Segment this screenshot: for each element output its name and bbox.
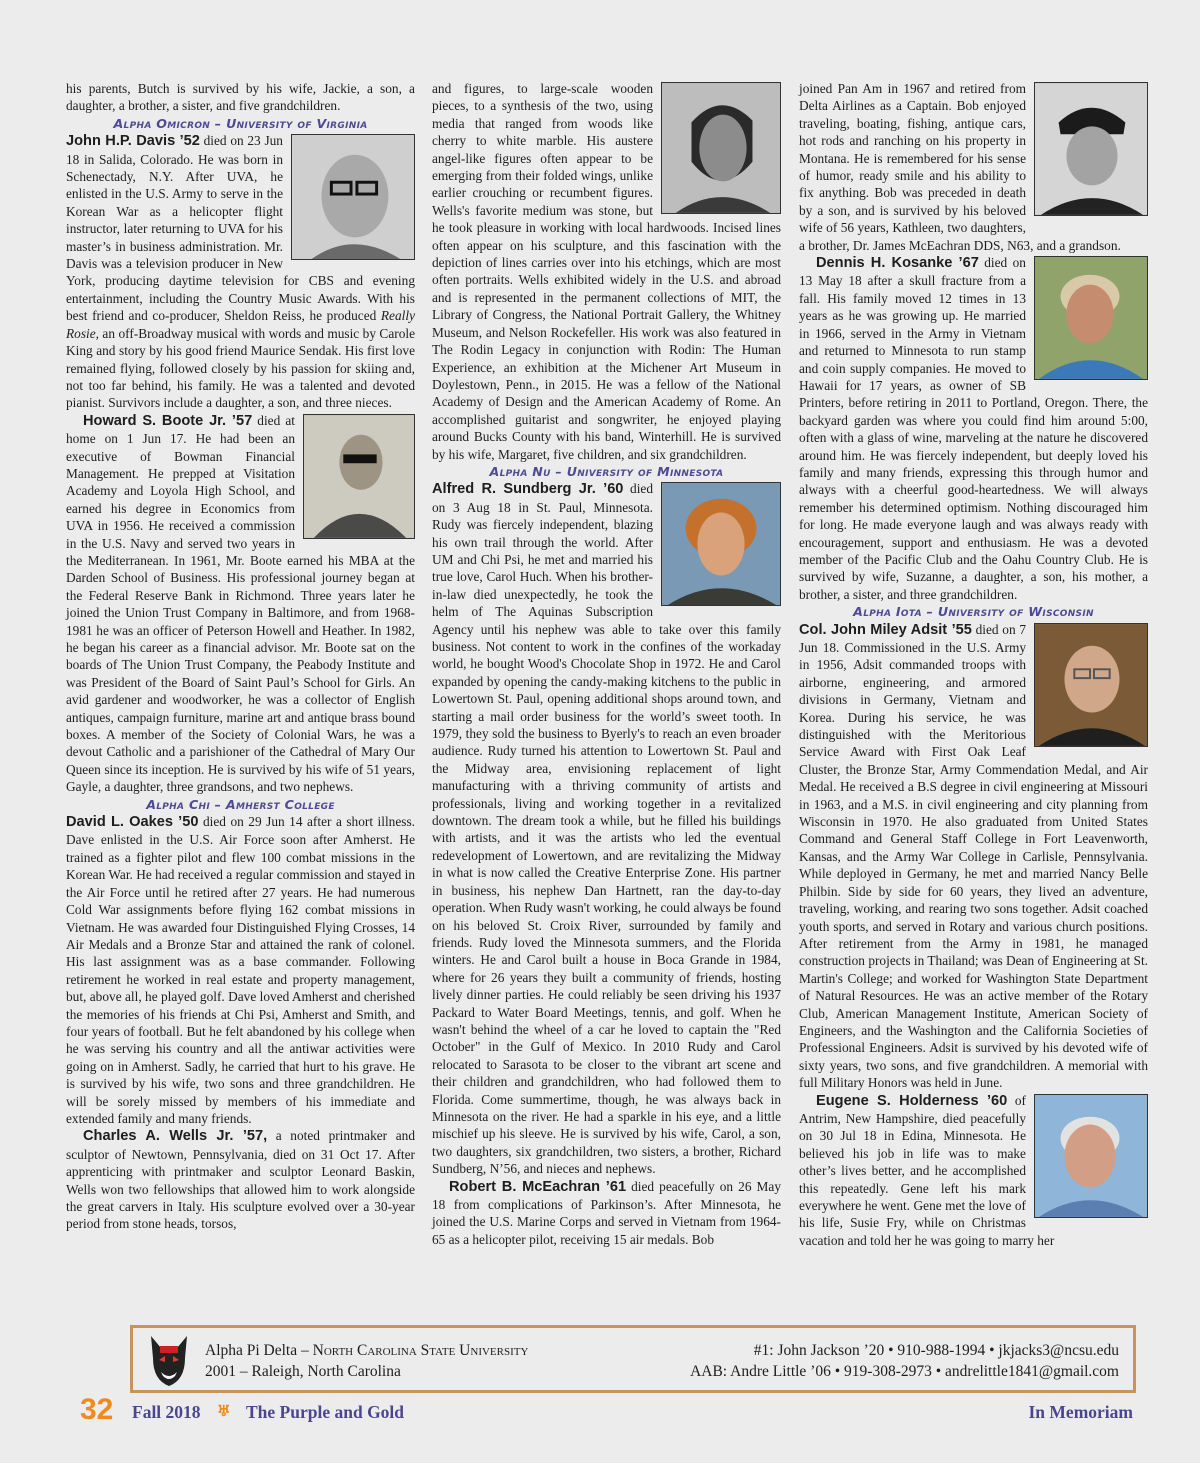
- obituary-holderness: [799, 1092, 1148, 1250]
- person-name: Charles A. Wells Jr. ’57,: [83, 1128, 268, 1145]
- obituary-text: died on 29 Jun 14 after a short illness. Dave enlisted in the U.S. Air Force soon after Amherst. He trained as a fighter pilot and flew 100 combat missions in the Korean War. He had received a regular commission and stayed in the Air Force until he retired after 27 years. He had numerous Cold War assignments before flying 162 combat missions in Vietnam. He was awarded four Distinguished Flying Crosses, 14 Air Medals and a Bronze Star and attained the rank of colonel. His last assignment was as a base commander. Following retirement he worked in real estate and property management, but, above all, he played golf. Dave loved Amherst and cherished the memories of his friends at Chi Psi, Amherst and Smith, and four years of football. But he felt abandoned by his college when he was serving his country and all the antiwar activities were going on in Amherst. Sadly, he carried that hurt to his grave. He is survived by his wife, two sons and three grandchildren. He will be sorely missed by members of his immediate and extended family and many friends.: [66, 814, 415, 1126]
- chapter-heading: Alpha Iota – University of Wisconsin: [853, 604, 1094, 620]
- portrait-photo: [303, 414, 415, 539]
- obituary-sundberg: [432, 480, 781, 1177]
- portrait-photo: [1034, 82, 1148, 216]
- section-title: In Memoriam: [1028, 1402, 1133, 1422]
- obituary-text: an off-Broadway musical with words and music by Carole King and story by his good friend Maurice Sendak. His first love remained flying, followed closely by his passion for skiing and, not too far behind, his family. He was a talented and devoted pianist. Survivors include a daughter, a son, and three nieces.: [66, 325, 415, 411]
- chapter-info-box: [130, 1325, 1136, 1393]
- obituary-kosanke: [799, 254, 1148, 603]
- portrait-photo: [1034, 1094, 1148, 1218]
- contact-line: AAB: Andre Little ’06 • 919-308-2973 • andrelittle1841@gmail.com: [690, 1363, 1119, 1380]
- obituary-oakes: [66, 813, 415, 1127]
- obituary-boote: [66, 412, 415, 796]
- obituary-text: died on 7 Jun 18. Commissioned in the U.S. Army in 1956, Adsit commanded troops with airborne, engineering, and armored divisions in Germany, Vietnam and Korea. During his service, he was distinguished with the Meritorious Service Award with First Oak Leaf Cluster, the Bronze Star, Army Commendation Medal, and Air Medal. He received a B.S degree in civil engineering at Missouri in 1963, and a M.S. in civil engineering and city planning from Wisconsin in 1970. He also graduated from United States Command and General Staff College in Fort Leavenworth, Kansas, and the Army War College in Carlisle, Pennsylvania. While deployed in Germany, he met and married Nancy Belle Philbin. Side by side for 60 years, they lived an adventure, traveling, working, and rearing two sons together. Adsit coached youth sports, and served in Rotary and various church positions. After retirement from the Army in 1981, he managed construction projects in Thailand; was Dean of Engineering at St. Martin's College; and worked for Washington State Department of Natural Resources. He was an active member of the Rotary Club, American Management Institute, American Society of Engineers, and the Washington and the California Societies of Professional Engineers. Adsit is survived by his devoted wife of sixty years, two sons, and five grandchildren. A memorial with full Military Honors was held in June.: [799, 621, 1148, 1091]
- obituary-davis: [66, 132, 415, 412]
- portrait-photo: [661, 82, 781, 214]
- magazine-title: The Purple and Gold: [246, 1402, 405, 1422]
- chapter-contacts: [690, 1340, 1119, 1382]
- obituary-text: and figures, to large-scale wooden pieces, to a synthesis of the two, using media that ranged from woods like cherry to white marble. His austere angel-like figures often appear to be emerging from their folded wings, unlike earlier crouching or recumbent figures. Wells's favorite medium was stone, but he took pleasure in working with local hardwoods. Incised lines often appear on his sculpture, and this fascination with the depiction of lines carries over into his etchings, which are most often portraits. Wells exhibited widely in the U.S. and abroad and is represented in the permanent collections of MIT, the Library of Congress, the National Portrait Gallery, the Whitney Museum, and Nelson Rockefeller. His work was also featured in The Rodin Legacy in conjunction with Rodin: The Human Experience, an exhibition at the Michener Art Museum in Doylestown, Penn., in 2015. He was a fellow of the National Academy of Design and the American Academy of Rome. An accomplished guitarist and songwriter, he enjoyed playing around Bucks County with his band, Winterhill. He is survived by his wife, Margaret, five children, and six grandchildren.: [432, 81, 781, 462]
- chapter-heading: Alpha Nu – University of Minnesota: [489, 463, 724, 479]
- obituary-text: died on 3 Aug 18 in St. Paul, Minnesota. Rudy was fiercely independent, blazing his own trail through the world. After UM and Chi Psi, he met and married his true love, Carol Huch. When his brother-in-law died unexpectedly, he took the helm of The Aquinas Subscription Agency until his nephew was able to take over this family business. Not content to work in the confines of the workaday world, he bought Wood's Chocolate Shop in 1972. He and Carol expanded by opening the candy-making kitchens to the public in Lowertown St. Paul, opening additional shops around town, and starting a mail order business for the world’s sweet tooth. In 1979, they sold the business to Byerly's to reach an even broader audience. Rudy turned his attention to Lowertown St. Paul and the Midway area, envisioning replacement of light manufacturing with a thriving community of artists and professionals, living and working together in a revitalized downtown. The dream took a while, but he filled his buildings with artists, and it was the artists who led the eventual redevelopment of Lowertown, and are revitalizing the Midway in what is now called the Creative Enterprise Zone. His partner in business, his nephew Dan Hartnett, ran the day-to-day operation. When Rudy wasn't working, he could always be found on his beloved St. Croix River, surrounded by family and friends. Rudy loved the Minnesota summers, and the Florida winters. He and Carol built a house in Boca Grande in 1984, where for 26 years they built a community of friends, hosting lively dinner parties. He could reliably be seen driving his 1937 Packard to Water Board Meetings, tennis, and golf. When he wasn't behind the wheel of a car he loved to captain the "Red October" in the Gulf of Mexico. In 2010 Rudy and Carol relocated to Sarasota to be closer to the vibrant art scene and their children and grandchildren, who had followed them to Florida. Come summertime, though, he was always back in Minnesota on the river. He had a sparkle in his eye, and a little mischief up his sleeve. He is survived by his wife, Carol, a son, two daughters, six grandchildren, two sisters, a brother, Richard Sundberg, N’56, and nieces and nephews.: [432, 481, 781, 1177]
- person-name: Alfred R. Sundberg Jr. ’60: [432, 481, 624, 498]
- obituary-text: died peacefully on 26 May 18 from complications of Parkinson’s. After Minnesota, he joined the U.S. Marine Corps and served in Vietnam from 1964-65 as a helicopter pilot, receiving 15 air medals. Bob: [432, 1178, 781, 1247]
- chapter-heading: Alpha Omicron – University of Virginia: [113, 115, 368, 131]
- portrait-photo: [291, 134, 415, 260]
- show-title: Really Rosie,: [66, 308, 415, 341]
- obituary-mceachran-continued: [799, 80, 1148, 254]
- obituary-text: his parents, Butch is survived by his wife, Jackie, a son, a daughter, a brother, a sister, and five grandchildren.: [66, 81, 415, 114]
- obituary-text: a noted printmaker and sculptor of Newtown, Pennsylvania, died on 31 Oct 17. After apprenticing with printmaker and sculptor Leonard Baskin, Wells won two fellowships that allowed him to work alongside the great carvers in Italy. His sculpture evolved over a 30-year period from stone heads, torsos,: [66, 1128, 415, 1232]
- portrait-photo: [661, 482, 781, 606]
- obituary-wells-continued: [432, 80, 781, 463]
- column-2: [432, 80, 781, 1248]
- obituary-mceachran: [432, 1178, 781, 1249]
- person-name: Eugene S. Holderness ’60: [816, 1092, 1008, 1109]
- portrait-photo: [1034, 623, 1148, 747]
- person-name: David L. Oakes ’50: [66, 814, 199, 831]
- obituary-adsit: [799, 621, 1148, 1092]
- portrait-photo: [1034, 256, 1148, 380]
- person-name: Robert B. McEachran ’61: [449, 1178, 627, 1195]
- person-name: Howard S. Boote Jr. ’57: [83, 412, 253, 429]
- person-name: Col. John Miley Adsit ’55: [799, 621, 972, 638]
- university-name: North Carolina State University: [312, 1342, 529, 1359]
- chapter-name-block: [205, 1340, 528, 1382]
- obituary-wells: [66, 1127, 415, 1232]
- crest-icon: ♅: [217, 1404, 231, 1420]
- person-name: John H.P. Davis ’52: [66, 133, 200, 150]
- person-name: Dennis H. Kosanke ’67: [816, 255, 979, 272]
- column-1: [66, 80, 415, 1233]
- page-number: 32: [80, 1393, 114, 1426]
- column-3: [799, 80, 1148, 1249]
- chapter-founded: 2001 – Raleigh, North Carolina: [205, 1363, 401, 1380]
- chapter-name: Alpha Pi Delta –: [205, 1342, 313, 1359]
- contact-line: #1: John Jackson ’20 • 910-988-1994 • jkjacks3@ncsu.edu: [753, 1342, 1119, 1359]
- wolf-mascot-logo: [145, 1332, 193, 1388]
- obituary-text: of Antrim, New Hampshire, died peacefully on 30 Jul 18 in Edina, Minnesota. He believed his job in life was to make other’s lives better, and he accomplished this repeatedly. Gene left his mark everywhere he went. Gene met the love of his life, Susie Fry, while on Christmas vacation and told her he was going to marry her: [799, 1092, 1055, 1248]
- obituary-text: died on 13 May 18 after a skull fracture from a fall. His family moved 12 times in 13 years as he was growing up. He married in 1966, served in the Army in Vietnam and returned to Minnesota to run stamp and coin supply companies. He moved to Hawaii for 17 years, as owner of SB Printers, before retiring in 2011 to Portland, Oregon. There, the backyard garden was where you could find him around 5:00, often with a glass of wine, marveling at the nature he discovered around him. He was fiercely independent, but deeply loved his family and many friends, expressing this through humor and always with a cheerful good-heartedness. We will always remember his determined optimism. Nothing discouraged him for long. He made everyone laugh and was always ready with encouragement, support and enthusiasm. He was a devoted member of the Pacific Club and the Oahu Country Club. He is survived by wife, Suzanne, a daughter, a son, his mother, a brother, a sister, and three grandchildren.: [799, 255, 1148, 602]
- issue-season: Fall 2018: [132, 1402, 201, 1422]
- chapter-heading: Alpha Chi – Amherst College: [146, 796, 335, 812]
- obituary-text: died at home on 1 Jun 17. He had been an executive of Bowman Financial Management. He prepped at Visitation Academy and Loyola High School, and earned his degree in Economics from UVA in 1956. He received a commission in the U.S. Navy and served two years in the Mediterranean. In 1961, Mr. Boote earned his MBA at the Darden School of Business. His professional journey began at the Federal Reserve Bank in Richmond. Three years later he joined the Union Trust Company in Baltimore, and from 1968-1981 he was an officer of Peterson Howell and Heather. In 1982, he began his career as a financial advisor. Mr. Boote sat on the boards of The Union Trust Company, the Peabody Institute and was President of the Board of Saint Paul’s School for Girls. An avid gardener and woodworker, he was a collector of English antiques, campaign furniture, marine art and antique brass bound boxes. A member of the Society of Colonial Wars, he was a devout Catholic and a parishioner of the Cathedral of Mary Our Queen since its inception. He is survived by his wife of 51 years, Gayle, a daughter, three grandsons, and two nephews.: [66, 412, 415, 795]
- obituary-text: died on 23 Jun 18 in Salida, Colorado. He was born in Schenectady, N.Y. After UVA, he enlisted in the U.S. Army to serve in the Korean War as a helicopter flight instructor, later returning to UVA for his master’s in business administration. Mr. Davis was a television producer in New York, producing daytime television for CBS and evening entertainment, including the Country Music Awards. With his best friend and co-producer, Sheldon Reiss, he produced: [66, 133, 415, 324]
- obituary-text: joined Pan Am in 1967 and retired from Delta Airlines as a Captain. Bob enjoyed traveling, boating, fishing, antique cars, hot rods and ranching on his property in Montana. He is remembered for his sense of humor, ready smile and his ability to fix anything. Bob was preceded in death by a son, and is survived by his beloved wife of 56 years, Kathleen, two daughters, a brother, Dr. James McEachran DDS, N63, and a grandson.: [799, 81, 1121, 253]
